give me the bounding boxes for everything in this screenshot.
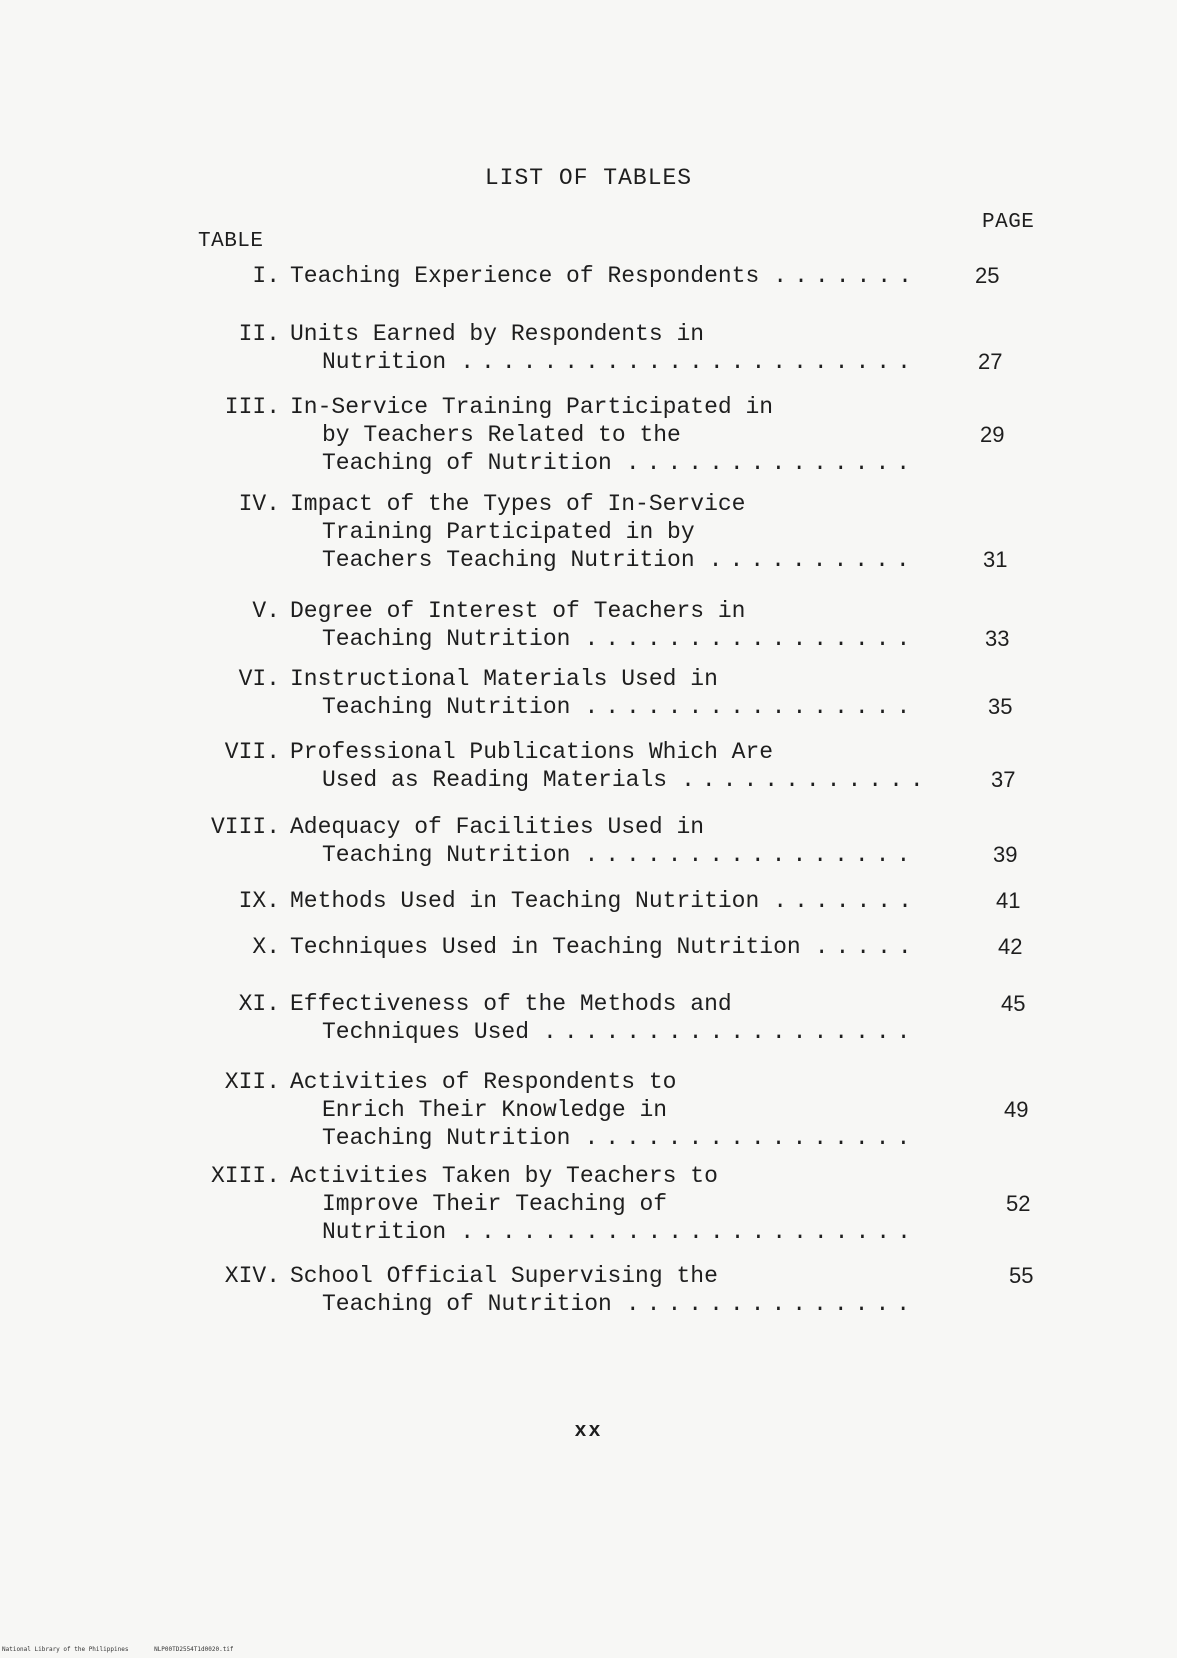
table-title-line xyxy=(322,625,917,653)
page-reference: 25 xyxy=(975,263,1000,288)
table-title-line xyxy=(322,421,681,449)
table-title-line xyxy=(290,490,745,518)
page-title: LIST OF TABLES xyxy=(484,165,693,191)
page-reference: 39 xyxy=(993,842,1018,867)
table-title-line xyxy=(322,1096,667,1124)
table-title-text: Teaching of Nutrition xyxy=(322,450,612,476)
table-title-text: Techniques Used xyxy=(322,1019,530,1045)
table-title-text: Teaching Nutrition xyxy=(322,842,571,868)
page-reference: 41 xyxy=(996,888,1021,913)
table-title-line xyxy=(290,738,773,766)
page-reference: 52 xyxy=(1006,1191,1031,1216)
table-number: VI. xyxy=(238,666,280,692)
table-title-line xyxy=(322,449,917,477)
leader-dots: .......... xyxy=(708,547,917,573)
page-column-header: PAGE xyxy=(982,211,1035,234)
table-title-line xyxy=(322,1124,917,1152)
table-title-line xyxy=(322,693,917,721)
table-number: IV. xyxy=(238,491,280,517)
table-title-line xyxy=(290,1068,676,1096)
table-number: XIII. xyxy=(210,1163,280,1189)
leader-dots: .............. xyxy=(625,1291,918,1317)
page-reference: 45 xyxy=(1001,991,1026,1016)
table-title-text: Teaching Nutrition xyxy=(322,626,571,652)
table-title-text: Enrich Their Knowledge in xyxy=(322,1097,668,1123)
leader-dots: ................ xyxy=(584,694,918,720)
table-title-text: Nutrition xyxy=(322,1219,447,1245)
leader-dots: ...................... xyxy=(460,1219,918,1245)
page-reference: 42 xyxy=(998,934,1023,959)
leader-dots: ....... xyxy=(773,888,919,914)
table-title-text: Teaching Nutrition xyxy=(322,1125,571,1151)
table-title-text: Activities of Respondents to xyxy=(290,1069,677,1095)
table-number: II. xyxy=(238,321,280,347)
page-reference: 49 xyxy=(1004,1097,1029,1122)
table-title-line xyxy=(322,518,695,546)
leader-dots: ..... xyxy=(814,934,919,960)
table-column-header: TABLE xyxy=(198,230,264,253)
table-number: VII. xyxy=(224,739,280,765)
table-title-text: Impact of the Types of In-Service xyxy=(290,491,746,517)
table-title-line xyxy=(290,262,919,290)
table-title-text: Methods Used in Teaching Nutrition xyxy=(290,888,760,914)
table-title-text: Effectiveness of the Methods and xyxy=(290,991,732,1017)
table-title-text: Instructional Materials Used in xyxy=(290,666,718,692)
table-title-text: Teachers Teaching Nutrition xyxy=(322,547,695,573)
table-title-line xyxy=(290,597,745,625)
table-title-text: Used as Reading Materials xyxy=(322,767,668,793)
leader-dots: ................ xyxy=(584,1125,918,1151)
table-number: X. xyxy=(252,934,280,960)
file-id: NLP00TD2554T1d0020.tif xyxy=(154,1646,234,1653)
leader-dots: ............ xyxy=(681,767,931,793)
table-title-line xyxy=(290,320,704,348)
table-title-text: Nutrition xyxy=(322,349,447,375)
table-title-line xyxy=(290,665,718,693)
table-title-text: Activities Taken by Teachers to xyxy=(290,1163,718,1189)
table-title-line xyxy=(290,1162,718,1190)
table-number: I. xyxy=(252,263,280,289)
table-title-line xyxy=(290,1262,718,1290)
table-number: VIII. xyxy=(210,814,280,840)
page-reference: 35 xyxy=(988,694,1013,719)
table-title-line xyxy=(322,1218,918,1246)
table-number: XII. xyxy=(224,1069,280,1095)
table-number: XIV. xyxy=(224,1263,280,1289)
table-title-line xyxy=(322,348,918,376)
table-title-line xyxy=(322,1290,917,1318)
page-reference: 31 xyxy=(983,547,1008,572)
table-title-line xyxy=(322,1018,918,1046)
page-reference: 33 xyxy=(985,626,1010,651)
table-title-text: Training Participated in by xyxy=(322,519,695,545)
table-number: III. xyxy=(224,394,280,420)
table-title-text: In-Service Training Participated in xyxy=(290,394,774,420)
table-title-line xyxy=(290,990,732,1018)
table-title-line xyxy=(290,933,919,961)
library-credit: National Library of the Philippines xyxy=(2,1646,129,1653)
page-reference: 37 xyxy=(991,767,1016,792)
table-title-line xyxy=(322,766,931,794)
table-title-text: Units Earned by Respondents in xyxy=(290,321,705,347)
table-title-text: Professional Publications Which Are xyxy=(290,739,774,765)
table-title-text: Adequacy of Facilities Used in xyxy=(290,814,705,840)
table-title-text: by Teachers Related to the xyxy=(322,422,681,448)
table-title-text: Techniques Used in Teaching Nutrition xyxy=(290,934,801,960)
table-title-line xyxy=(322,841,917,869)
table-title-line xyxy=(290,393,773,421)
leader-dots: ................ xyxy=(584,626,918,652)
leader-dots: ....... xyxy=(773,263,919,289)
table-number: V. xyxy=(252,598,280,624)
leader-dots: .............. xyxy=(625,450,918,476)
table-number: IX. xyxy=(238,888,280,914)
table-title-text: Teaching of Nutrition xyxy=(322,1291,612,1317)
leader-dots: ................ xyxy=(584,842,918,868)
table-number: XI. xyxy=(238,991,280,1017)
page-number: xx xyxy=(574,1420,603,1443)
table-title-line xyxy=(322,546,917,574)
table-title-text: School Official Supervising the xyxy=(290,1263,718,1289)
table-title-line xyxy=(322,1190,667,1218)
leader-dots: ...................... xyxy=(460,349,918,375)
table-title-text: Degree of Interest of Teachers in xyxy=(290,598,746,624)
page-reference: 29 xyxy=(980,422,1005,447)
table-title-text: Teaching Experience of Respondents xyxy=(290,263,760,289)
scan-footer xyxy=(2,1646,256,1653)
table-title-line xyxy=(290,813,704,841)
page-reference: 55 xyxy=(1009,1263,1034,1288)
table-title-text: Teaching Nutrition xyxy=(322,694,571,720)
table-title-line xyxy=(290,887,919,915)
page-reference: 27 xyxy=(978,349,1003,374)
table-title-text: Improve Their Teaching of xyxy=(322,1191,668,1217)
leader-dots: .................. xyxy=(543,1019,918,1045)
